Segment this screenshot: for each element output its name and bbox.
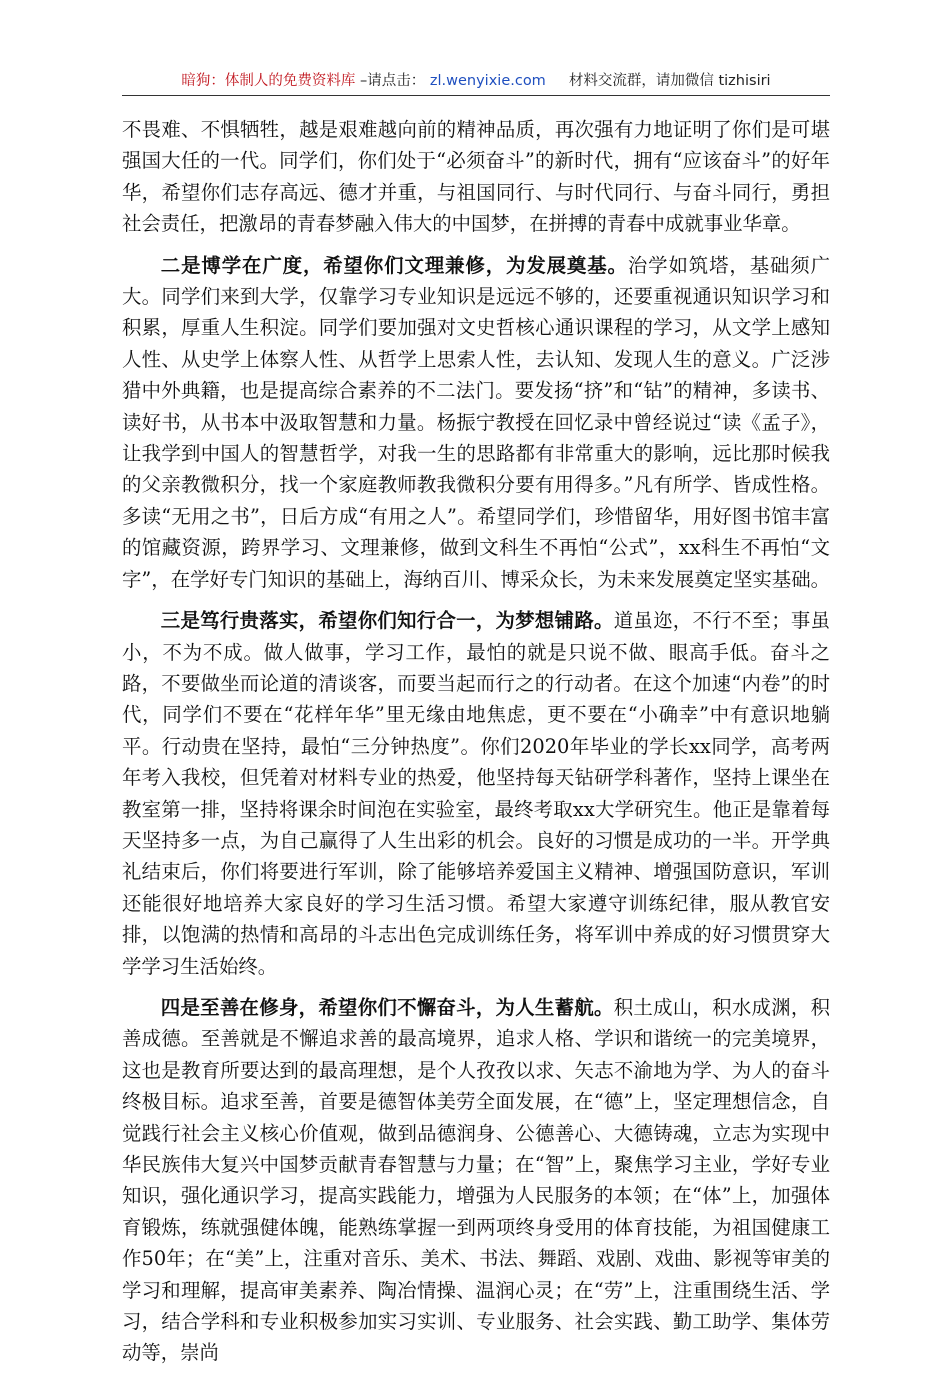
paragraph-text: 治学如筑塔，基础须广大。同学们来到大学，仅靠学习专业知识是远远不够的，还要重视通识知识学习和积累，厚重人生积淀。同学们要加强对文史哲核心通识课程的学习，从文学上感知人性、从史学上体察人性、从哲学上思索人性，去认知、发现人生的意义。广泛涉猎中外典籍，也是提高综合素养的不二法门。要发扬“挤”和“钻”的精神，多读书、读好书，从书本中汲取智慧和力量。杨振宁教授在回忆录中曾经说过“读《孟子》，让我学到中国人的智慧哲学，对我一生的思路都有非常重大的影响，远比那时候我的父亲教微积分，找一个家庭教师教我微积分要有用得多。”凡有所学、皆成性格。多读“无用之书”，日后方成“有用之人”。希望同学们，珍惜留华，用好图书馆丰富的馆藏资源，跨界学习、文理兼修，做到文科生不再怕“公式”，xx科生不再怕“文字”，在学好专门知识的基础上，海纳百川、博采众长，为未来发展奠定坚实基础。 (122, 253, 831, 591)
paragraph-text: 道虽迩，不行不至；事虽小，不为不成。做人做事，学习工作，最怕的就是只说不做、眼高手低。奋斗之路，不要做坐而论道的清谈客，而要当起而行之的行动者。在这个加速“内卷”的时代，同学们不要在“花样年华”里无缘由地焦虑，更不要在“小确幸”中有意识地躺平。行动贵在坚持，最怕“三分钟热度”。你们2020年毕业的学长xx同学，高考两年考入我校，但凭着对材料专业的热爱，他坚持每天钻研学科著作，坚持上课坐在教室第一排，坚持将课余时间泡在实验室，最终考取xx大学研究生。他正是靠着每天坚持多一点，为自己赢得了人生出彩的机会。良好的习惯是成功的一半。开学典礼结束后，你们将要进行军训，除了能够培养爱国主义精神、增强国防意识，军训还能很好地培养大家良好的学习生活习惯。希望大家遵守训练纪律，服从教官安排，以饱满的热情和高昂的斗志出色完成训练任务，将军训中养成的好习惯贯穿大学学习生活始终。 (122, 609, 831, 978)
header-divider (122, 95, 830, 96)
paragraph-continuation (122, 114, 830, 240)
header-site-name: 暗狗：体制人的免费资料库 (181, 73, 356, 89)
page-header (122, 68, 830, 94)
paragraph-practice (122, 605, 830, 982)
header-wechat-note: 材料交流群，请加微信 tizhisiri (568, 73, 771, 89)
document-body (122, 114, 830, 1379)
header-url-link[interactable]: zl.wenyixie.com (429, 73, 546, 89)
paragraph-heading: 三是笃行贵落实，希望你们知行合一，为梦想铺路。 (160, 609, 614, 633)
paragraph-broad-learning (122, 250, 830, 595)
paragraph-self-cultivation (122, 992, 830, 1369)
header-click-prompt: –请点击： (360, 73, 426, 89)
paragraph-text: 积土成山，积水成渊，积善成德。至善就是不懈追求善的最高境界，追求人格、学识和谐统一的完美境界，这也是教育所要达到的最高理想，是个人孜孜以求、矢志不渝地为学、为人的奋斗终极目标。追求至善，首要是德智体美劳全面发展，在“德”上，坚定理想信念，自觉践行社会主义核心价值观，做到品德润身、公德善心、大德铸魂，立志为实现中华民族伟大复兴中国梦贡献青春智慧与力量；在“智”上，聚焦学习主业，学好专业知识，强化通识学习，提高实践能力，增强为人民服务的本领；在“体”上，加强体育锻炼，练就强健体魄，能熟练掌握一到两项终身受用的体育技能，为祖国健康工作50年；在“美”上，注重对音乐、美术、书法、舞蹈、戏剧、戏曲、影视等审美的学习和理解，提高审美素养、陶冶情操、温润心灵；在“劳”上，注重围绕生活、学习，结合学科和专业积极参加实习实训、专业服务、社会实践、勤工助学、集体劳动等，崇尚 (122, 995, 831, 1365)
paragraph-heading: 四是至善在修身，希望你们不懈奋斗，为人生蓄航。 (160, 995, 614, 1019)
paragraph-text: 不畏难、不惧牺牲，越是艰难越向前的精神品质，再次强有力地证明了你们是可堪强国大任的一代。同学们，你们处于“必须奋斗”的新时代，拥有“应该奋斗”的好年华，希望你们志存高远、德才并重，与祖国同行、与时代同行、与奋斗同行，勇担社会责任，把激昂的青春梦融入伟大的中国梦，在拼搏的青春中成就事业华章。 (122, 118, 830, 236)
paragraph-heading: 二是博学在广度，希望你们文理兼修，为发展奠基。 (160, 253, 628, 277)
